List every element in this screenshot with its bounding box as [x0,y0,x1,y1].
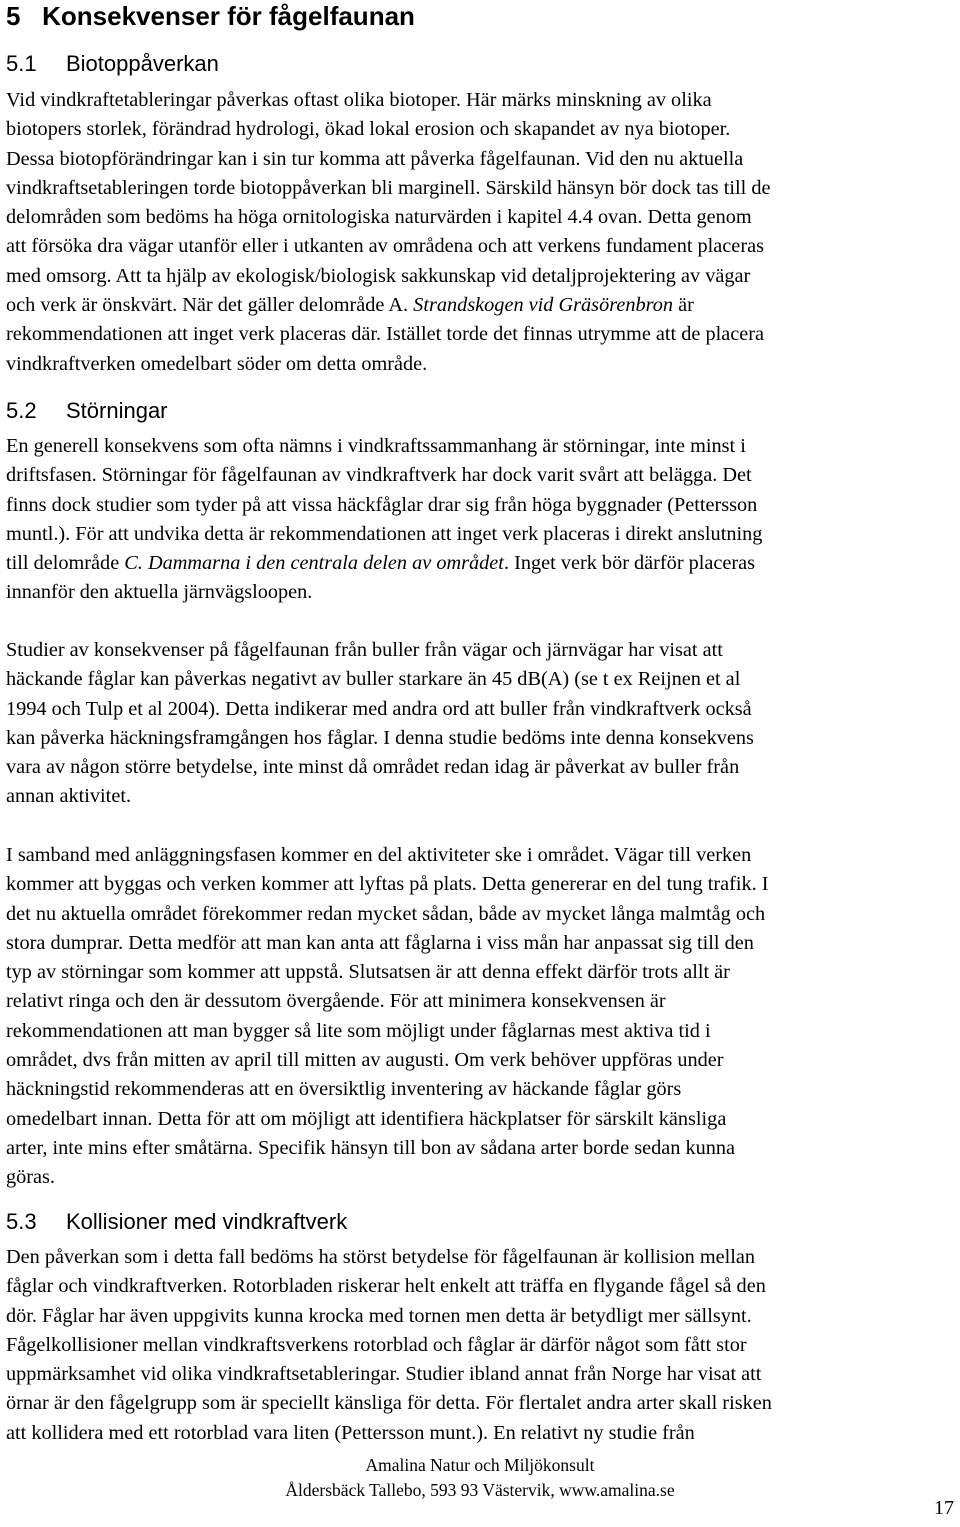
paragraph-disturbance-2 [6,636,754,812]
text-line: häckande fåglar kan påverkas negativt av buller starkare än 45 dB(A) (se t ex Reijnen et al [6,668,741,691]
text-segment: . Inget verk bör därför placeras [503,552,756,575]
text-line: göras. [6,1166,55,1189]
text-line: fåglar och vindkraftverken. Rotorbladen riskerar helt enkelt att träffa en flygande fågel så den [6,1275,766,1298]
footer-company: Amalina Natur och Miljökonsult [365,1455,595,1475]
text-line: stora dumprar. Detta medför att man kan anta att fåglarna i viss mån har anpassat sig till den [6,931,754,954]
section-number: 5.3 [6,1209,37,1234]
text-line: I samband med anläggningsfasen kommer en del aktiviteter ske i området. Vägar till verken [6,844,752,866]
section-heading-5-1 [6,50,219,78]
italic-place-name: Strandskogen vid Gräsörenbron [413,294,674,317]
text-line: kommer att byggas och verken kommer att lyftas på plats. Detta genererar en del tung trafik. I [6,873,769,896]
text-line: uppmärksamhet vid olika vindkraftsetableringar. Studier ibland annat från Norge har visat att [6,1363,762,1386]
text-line: 1994 och Tulp et al 2004). Detta indikerar med andra ord att buller från vindkraftverk också [6,697,752,720]
text-line: dör. Fåglar har även uppgivits kunna krocka med tornen men detta är betydligt mer sällsynt. [6,1304,752,1327]
text-line: att försöka dra vägar utanför eller i utkanten av områdena och att verkens fundament placeras [6,235,764,258]
text-line: med omsorg. Att ta hjälp av ekologisk/biologisk sakkunskap vid detaljprojektering av vägar [6,264,751,287]
paragraph-collisions [6,1243,772,1448]
text-line: vara av någon större betydelse, inte minst då området redan idag är påverkat av buller från [6,756,740,779]
text-line: finns dock studier som tyder på att vissa häckfåglar drar sig från höga byggnader (Pettersson [6,493,758,516]
text-line: typ av störningar som kommer att uppstå. Slutsatsen är att denna effekt därför trots allt är [6,961,730,984]
section-number: 5.1 [6,51,37,76]
text-line: rekommendationen att man bygger så lite som möjligt under fåglarnas mest aktiva tid i [6,1019,711,1042]
text-line: omedelbart innan. Detta för att om möjligt att identifiera häckplatser för särskilt känsliga [6,1107,727,1130]
italic-place-name: C. Dammarna i den centrala delen av området [124,552,504,575]
paragraph-disturbance-1 [6,432,762,608]
section-title: Biotoppåverkan [66,51,219,76]
text-line: vindkraftverken omedelbart söder om detta område. [6,352,428,375]
text-line [6,549,762,578]
paragraph-biotope [6,86,771,379]
text-line: kan påverka häckningsframgången hos fåglar. I denna studie bedöms inte denna konsekvens [6,726,754,749]
section-title: Störningar [66,398,168,423]
text-line: Studier av konsekvenser på fågelfaunan från buller från vägar och järnvägar har visat att [6,639,723,661]
section-title: Kollisioner med vindkraftverk [66,1209,348,1234]
text-line: driftsfasen. Störningar för fågelfaunan av vindkraftverk har dock varit svårt att belägga. Det [6,464,752,487]
text-line: häckningstid rekommenderas att en översiktlig inventering av häckande fåglar görs [6,1078,682,1101]
text-line: biotopers storlek, förändrad hydrologi, ökad lokal erosion och skapandet av nya biotoper. [6,118,731,141]
text-line: Den påverkan som i detta fall bedöms ha störst betydelse för fågelfaunan är kollision mellan [6,1246,756,1268]
text-line: vindkraftsetableringen torde biotoppåverkan bli marginell. Särskild hänsyn bör dock tas till de [6,176,771,199]
section-heading-5-2 [6,397,168,425]
text-line: Fågelkollisioner mellan vindkraftsverkens rotorblad och fåglar är därför något som fått stor [6,1333,747,1356]
section-heading-5-3 [6,1208,347,1236]
text-line: området, dvs från mitten av april till mitten av augusti. Om verk behöver uppföras under [6,1049,724,1072]
text-line: Vid vindkraftetableringar påverkas oftast olika biotoper. Här märks minskning av olika [6,89,712,111]
text-segment: är [673,294,694,317]
page-number: 17 [934,1497,954,1519]
footer-address: Åldersbäck Tallebo, 593 93 Västervik, www.amalina.se [285,1480,675,1500]
text-line: det nu aktuella området förekommer redan mycket sådan, både av mycket långa malmtåg och [6,902,766,925]
text-line: att kollidera med ett rotorblad vara liten (Pettersson munt.). En relativt ny studie från [6,1421,695,1444]
text-line: Dessa biotopförändringar kan i sin tur komma att påverka fågelfaunan. Vid den nu aktuella [6,147,744,170]
text-line: delområden som bedöms ha höga ornitologiska naturvärden i kapitel 4.4 ovan. Detta genom [6,206,752,229]
text-segment: och verk är önskvärt. När det gäller delområde A. [6,294,409,317]
text-line: muntl.). För att undvika detta är rekommendationen att inget verk placeras i direkt anslutning [6,522,763,545]
section-number: 5.2 [6,398,37,423]
text-line [6,291,771,320]
chapter-heading [6,0,415,32]
paragraph-disturbance-3 [6,841,769,1193]
text-line: annan aktivitet. [6,785,132,808]
text-line: innanför den aktuella järnvägsloopen. [6,581,313,604]
text-line: arter, inte mins efter småtärna. Specifik hänsyn till bon av sådana arter borde sedan kunna [6,1136,736,1159]
chapter-title: Konsekvenser för fågelfaunan [42,1,415,31]
chapter-number: 5 [6,1,21,31]
text-line: En generell konsekvens som ofta nämns i vindkraftssammanhang är störningar, inte minst i [6,435,746,457]
text-line: rekommendationen att inget verk placeras där. Istället torde det finnas utrymme att de placera [6,323,764,346]
text-line: örnar är den fågelgrupp som är speciellt känsliga för detta. För flertalet andra arter skall risken [6,1392,772,1415]
text-line: relativt ringa och den är dessutom övergående. För att minimera konsekvensen är [6,990,666,1013]
text-segment: till delområde [6,552,125,575]
